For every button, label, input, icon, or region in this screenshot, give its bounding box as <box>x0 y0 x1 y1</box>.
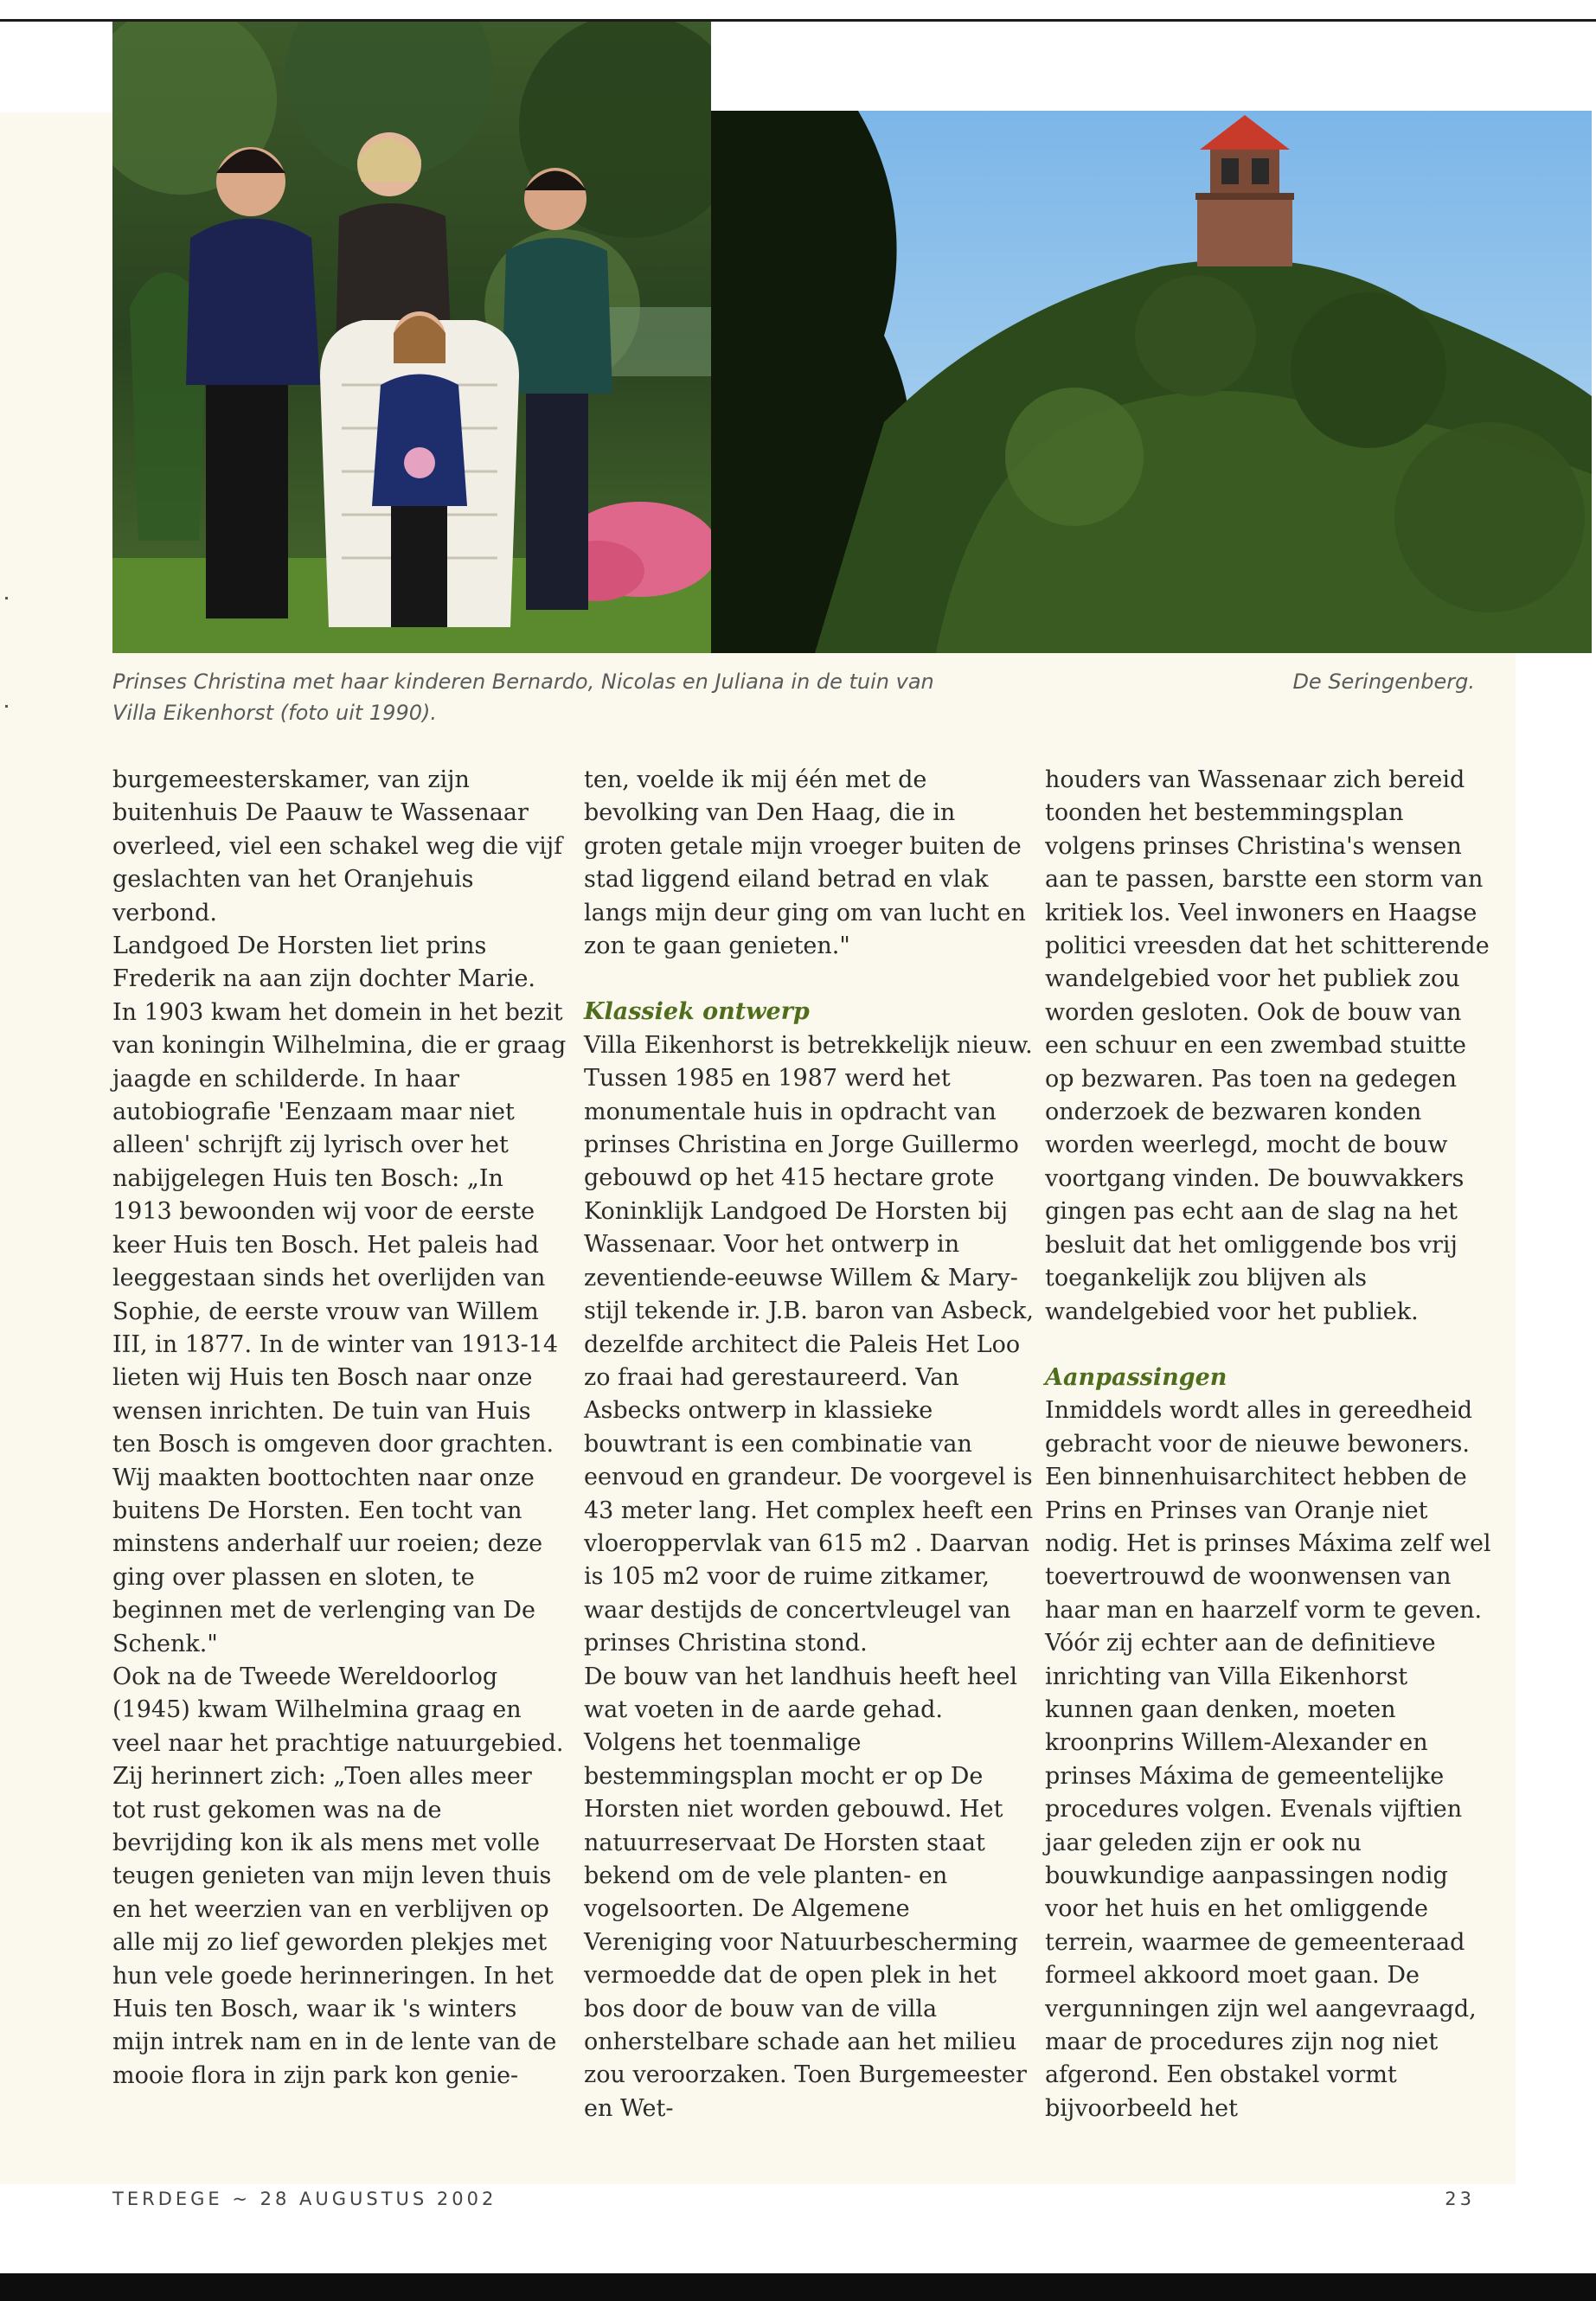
column-2-intro-text: ten, voelde ik mij één met de bevolking van Den Haag, die in groten getale mijn vroeger buiten de stad liggend eiland betrad en vlak langs mijn deur ging om van lucht en zon te gaan genieten." <box>584 766 1026 960</box>
seringenberg-photo <box>711 111 1592 653</box>
scan-mark <box>5 597 8 599</box>
column-1-text: burgemeesterskamer, van zijn buitenhuis De Paauw te Wassenaar overleed, viel een schakel weg die vijf geslachten van het Oranjehuis verbond. Landgoed De Horsten liet prins Frederik na aan zijn dochter Marie. In 1903 kwam het domein in het bezit van koningin Wilhelmina, die er graag jaagde en schilderde. In haar autobiografie 'Eenzaam maar niet alleen' schrijft zij lyrisch over het nabijgelegen Huis ten Bosch: „In 1913 bewoonden wij voor de eerste keer Huis ten Bosch. Het paleis had leeggestaan sinds het overlijden van Sophie, de eerste vrouw van Willem III, in 1877. In de winter van 1913-14 lieten wij Huis ten Bosch naar onze wensen inrichten. De tuin van Huis ten Bosch is omgeven door grachten. Wij maakten boottochten naar onze buitens De Horsten. Een tocht van minstens anderhalf uur roeien; deze ging over plassen en sloten, te beginnen met de verlenging van De Schenk." Ook na de Tweede Wereldoorlog (1945) kwam Wilhelmina graag en veel naar het prachtige natuurgebied. Zij herinnert zich: „Toen alles meer tot rust gekomen was na de bevrijding kon ik als mens met volle teugen genieten van mijn leven thuis en het weerzien van en verblijven op alle mij zo lief geworden plekjes met hun vele goede herinneringen. In het Huis ten Bosch, waar ik 's winters mijn intrek nam en in de lente van de mooie flora in zijn park kon genie- <box>112 766 567 2089</box>
column-3-intro-text: houders van Wassenaar zich bereid toonden het bestemmingsplan volgens prinses Christina's wensen aan te passen, barstte een storm van kritiek los. Veel inwoners en Haagse politici vreesden dat het schitterende wandelgebied voor het publiek zou worden gesloten. Ook de bouw van een schuur en een zwembad stuitte op bezwaren. Pas toen na gedegen onderzoek de bezwaren konden worden weerlegd, mocht de bouw voortgang vinden. De bouwvakkers gingen pas echt aan de slag na het besluit dat het omliggende bos vrij toegankelijk zou blijven als wandelgebied voor het publiek. <box>1045 766 1490 1325</box>
article-column-3 <box>1045 764 1495 2125</box>
scan-mark <box>5 705 8 708</box>
bottom-scan-border <box>0 2273 1596 2301</box>
article-column-1 <box>112 764 567 2093</box>
seringenberg-photo-caption: De Seringenberg. <box>1292 670 1475 694</box>
footer-publication: TERDEGE ~ 28 AUGUSTUS 2002 <box>112 2189 497 2209</box>
page-number: 23 <box>1445 2189 1475 2209</box>
column-2-body-text: Villa Eikenhorst is betrekkelijk nieuw. Tussen 1985 en 1987 werd het monumentale huis in opdracht van prinses Christina en Jorge Guillermo gebouwd op het 415 hectare grote Koninklijk Landgoed De Horsten bij Wassenaar. Voor het ontwerp in zeventiende-eeuwse Willem & Mary-stijl tekende ir. J.B. baron van Asbeck, dezelfde architect die Paleis Het Loo zo fraai had gerestaureerd. Van Asbecks ontwerp in klassieke bouwtrant is een combinatie van eenvoud en grandeur. De voorgevel is 43 meter lang. Het complex heeft een vloeroppervlak van 615 m2 . Daarvan is 105 m2 voor de ruime zitkamer, waar destijds de concertvleugel van prinses Christina stond. De bouw van het landhuis heeft heel wat voeten in de aarde gehad. Volgens het toenmalige bestemmingsplan mocht er op De Horsten niet worden gebouwd. Het natuurreservaat De Horsten staat bekend om de vele planten- en vogelsoorten. De Algemene Vereniging voor Natuurbescherming vermoedde dat de open plek in het bos door de bouw van de villa onherstelbare schade aan het milieu zou veroorzaken. Toen Burgemeester en Wet- <box>584 1031 1034 2122</box>
column-3-body-text: Inmiddels wordt alles in gereedheid gebracht voor de nieuwe bewoners. Een binnenhuisarchitect hebben de Prins en Prinses van Oranje niet nodig. Het is prinses Máxima zelf wel toevertrouwd de woonwensen van haar man en haarzelf vorm te geven. Vóór zij echter aan de definitieve inrichting van Villa Eikenhorst kunnen gaan denken, moeten kroonprins Willem-Alexander en prinses Máxima de gemeentelijke procedures volgen. Evenals vijftien jaar geleden zijn er ook nu bouwkundige aanpassingen nodig voor het huis en het omliggende terrein, waarmee de gemeenteraad formeel akkoord moet gaan. De vergunningen zijn wel aangevraagd, maar de procedures zijn nog niet afgerond. Een obstakel vormt bijvoorbeeld het <box>1045 1397 1491 2122</box>
section-heading-aanpassingen: Aanpassingen <box>1045 1363 1227 1391</box>
article-column-2 <box>584 764 1038 2125</box>
family-photo <box>112 22 711 653</box>
section-heading-klassiek-ontwerp: Klassiek ontwerp <box>584 998 810 1026</box>
family-photo-caption: Prinses Christina met haar kinderen Bernardo, Nicolas en Juliana in de tuin van Villa Eikenhorst (foto uit 1990). <box>112 670 934 725</box>
